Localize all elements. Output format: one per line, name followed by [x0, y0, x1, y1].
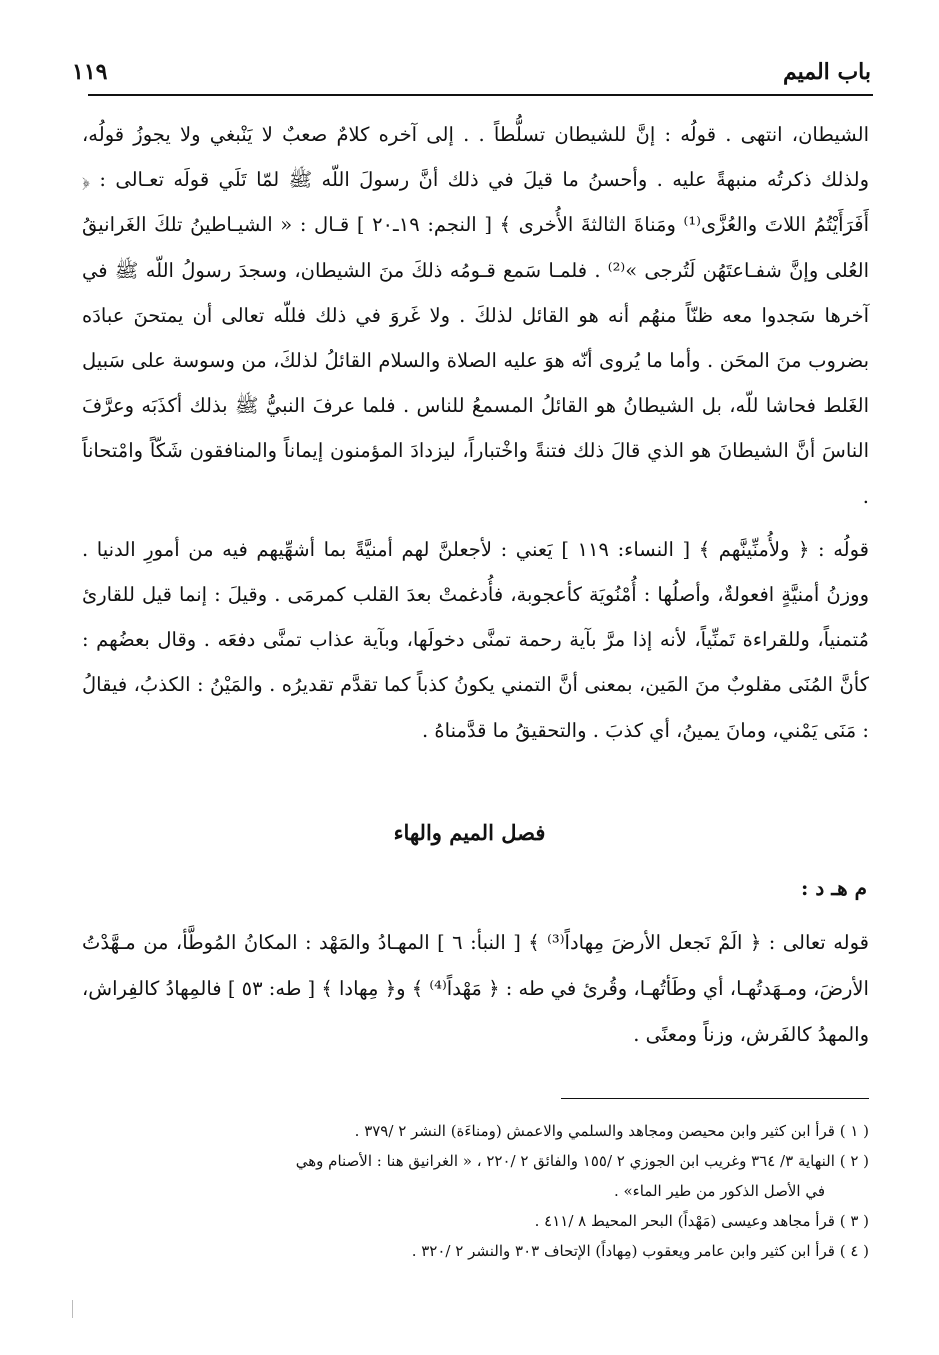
footnote [82, 1236, 869, 1266]
paragraph: قوله تعالى : ﴿ الَمْ نَجعل الأرضَ مِهاداً⁽³⁾ ﴾ [ النبأ: ٦ ] المهـادُ والمَهْد : المكانُ المُوطَّأ، من مـهَّدْتُ الأرضَ، ومـهَدتُهـا، أي وطَأتُهـا، وقُرئ في طه : ﴿ مَهْداً⁽⁴⁾ ﴾ و﴿ مِهادا ﴾ [ طه: ٥٣ ] فالمِهادُ كالفِراش، والمهدُ كالفَرش، وزناً ومعنًى . [82, 931, 869, 1046]
main-text [82, 112, 869, 753]
page-number: ١١٩ [72, 59, 108, 85]
margin-mark [72, 1300, 74, 1318]
footnote-number: ( ١ ) [839, 1122, 869, 1140]
paragraph: قولُه : ﴿ ولأُمنِّينَّهم ﴾ [ النساء: ١١٩ ] يَعني : لأجعلنَّ لهم أمنيَّةً بما أشهِّيهم فيه من أمورِ الدنيا . ووزنُ أمنيَّةٍ افعولةٌ، وأصلُها : أُمْنُويَة كأعجوبة، فأُدغمتْ بعدَ القلب كمرمَى . وقيلَ : إنما قيل للقارئ مُتمنياً، وللقراءة تَمنِّياً، لأنه إذا مرَّ بآية رحمة تمنَّى دخولَها، وبآية عذاب تمنَّى دفعَه . وقال بعضُهم : كأنَّ المُنَى مقلوبٌ منَ المَين، بمعنى أنَّ التمني يكونُ كذباً كما تقدَّم تقديرُه . والمَيْنُ : الكذبُ، فيقالُ : مَنَى يَمْني، ومانَ يمينُ، أي كذبَ . والتحقيقُ ما قدَّمناهُ . [82, 537, 869, 742]
footnote-text: قرأ مجاهد وعيسى (مَهْداً) البحر المحيط ٨ /٤١١ . [534, 1212, 835, 1230]
footnote-divider [561, 1098, 869, 1099]
footnotes [82, 1116, 869, 1266]
header-divider [88, 94, 873, 96]
footnote-text: قرأ ابن كثير وابن عامر ويعقوب (مِهاداً) الإتحاف ٣٠٣ والنشر ٢ /٣٢٠ . [411, 1242, 835, 1260]
entry-text [82, 920, 869, 1058]
entry-heading: م هـ د : [801, 876, 867, 900]
footnote-text: قرأ ابن كثير وابن محيصن ومجاهد والسلمي والاعمش (ومناءَة) النشر ٢ /٣٧٩ . [354, 1122, 835, 1140]
chapter-title: باب الميم [782, 59, 871, 85]
footnote-text: النهاية ٣/ ٣٦٤ وغريب ابن الجوزي ٢ /١٥٥ والفائق ٢ /٢٢٠ ، « الغرانيق هنا : الأصنام وهي [295, 1152, 835, 1170]
footnote [82, 1146, 869, 1176]
footnote-number: ( ٢ ) [839, 1152, 869, 1170]
footnote-continuation: في الأصل الذكور من طير الماء» . [613, 1182, 825, 1200]
paragraph: الشيطان، انتهى . قولُه : إنَّ للشيطان تسلُّطاً . . إلى آخره كلامٌ صعبٌ لا يَنْبغي ولا يجوزُ قولُه، ولذلك ذكرتُه منبهةً عليه . وأحسنُ ما قيلَ في ذلك أنَّ رسولَ اللّه ﷺ لمّا تَلَي قولَه تعـالى : ﴿ أَفَرَأَيْتُمُ اللاتَ والعُزَّى⁽¹⁾ ومَناةَ الثالثةَ الأُخرى ﴾ [ النجم: ١٩ـ٢٠ ] قـال : « الشيـاطينُ تلكَ الغَرانيقُ العُلى وإنَّ شفـاعتَهُن لَتُرجى »⁽²⁾ . فلمـا سَمع قـومُه ذلكَ منَ الشيطان، وسجدَ رسولُ اللّه ﷺ في آخرها سَجدوا معه ظنّاً منهُم أنه هو القائل لذلكَ . ولا غَروَ في ذلك فللّه تعالى أن يمتحنَ عبادَه بضروب منَ المحَن . وأما ما يُروى أنّه هوَ عليه الصلاة والسلام القائلُ لذلكَ، من وسوسة على سَبيل الغَلط فحاشا للّه، بل الشيطانُ هو القائلُ المسمعُ للناس . فلما عرفَ النبيُّ ﷺ بذلك أكذَبَه وعرَّفَ الناسَ أنَّ الشيطانَ هو الذي قالَ ذلك فتنةً واخْتباراً، ليزدادَ المؤمنون إيماناً والمنافقون شَكّاً وامْتحاناً . [82, 123, 869, 508]
footnote-number: ( ٤ ) [839, 1242, 869, 1260]
footnote-number: ( ٣ ) [839, 1212, 869, 1230]
footnote [82, 1206, 869, 1236]
section-title: فصل الميم والهاء [393, 820, 546, 845]
footnote [82, 1116, 869, 1146]
page-header [72, 52, 871, 92]
